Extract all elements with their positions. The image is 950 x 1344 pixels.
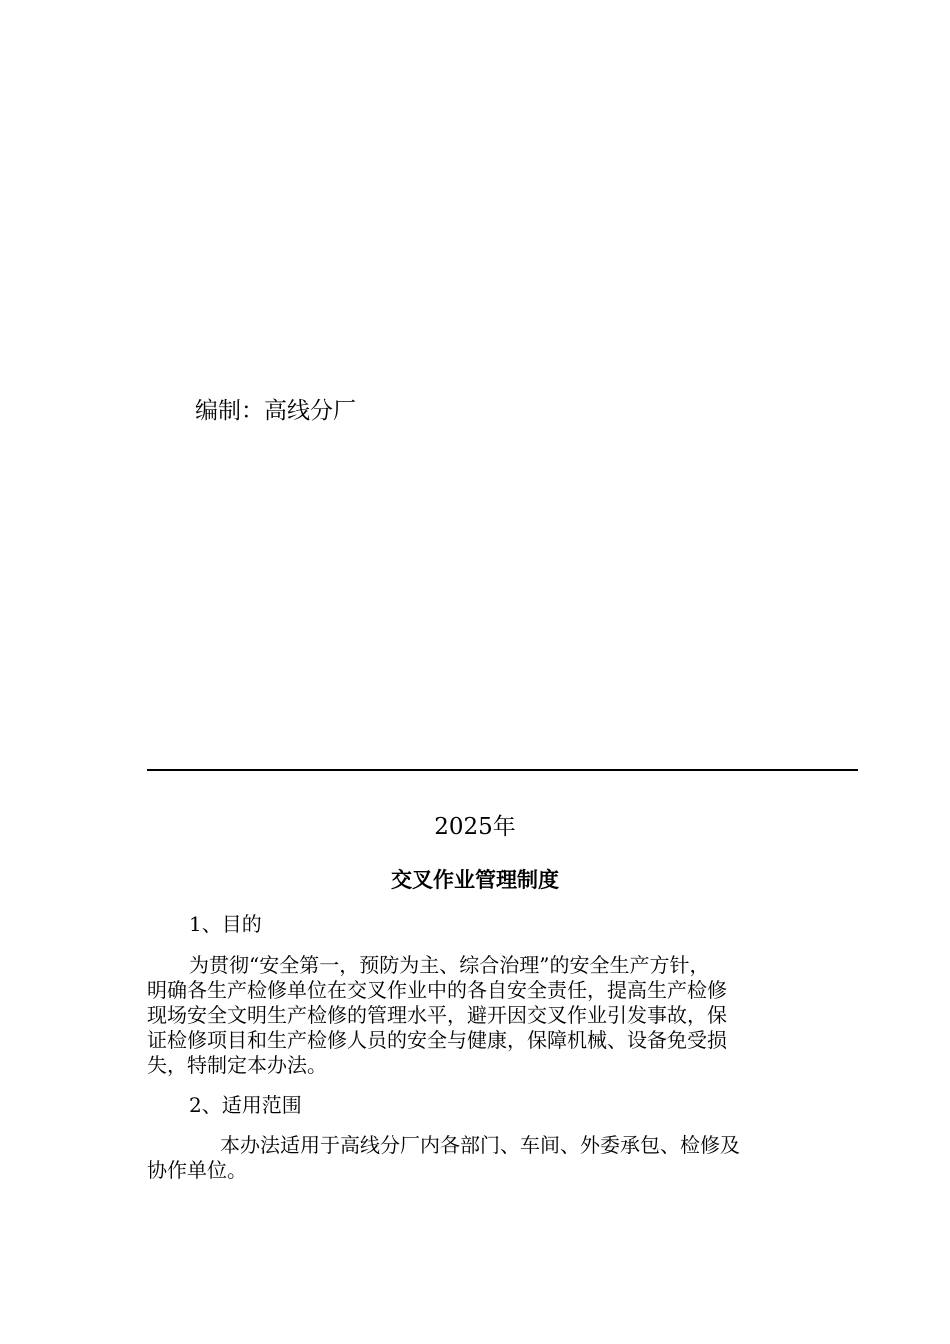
paragraph-scope xyxy=(147,1133,807,1183)
document-title: 交叉作业管理制度 xyxy=(391,867,559,892)
horizontal-rule xyxy=(147,769,858,771)
paragraph-line: 协作单位。 xyxy=(147,1158,247,1182)
year-label: 2025年 xyxy=(434,814,516,840)
paragraph-purpose xyxy=(147,953,807,1078)
paragraph-line: 为贯彻“安全第一，预防为主、综合治理”的安全生产方针， xyxy=(189,953,710,977)
paragraph-line: 证检修项目和生产检修人员的安全与健康，保障机械、设备免受损 xyxy=(147,1028,727,1052)
paragraph-line: 现场安全文明生产检修的管理水平，避开因交叉作业引发事故，保 xyxy=(147,1003,727,1027)
paragraph-line: 失，特制定本办法。 xyxy=(147,1053,327,1077)
paragraph-line: 本办法适用于高线分厂内各部门、车间、外委承包、检修及 xyxy=(220,1133,740,1157)
section-heading-purpose: 1、目的 xyxy=(189,912,262,936)
compiler-line: 编制：高线分厂 xyxy=(195,398,356,424)
section-heading-scope: 2、适用范围 xyxy=(189,1093,302,1117)
paragraph-line: 明确各生产检修单位在交叉作业中的各自安全责任，提高生产检修 xyxy=(147,978,727,1002)
